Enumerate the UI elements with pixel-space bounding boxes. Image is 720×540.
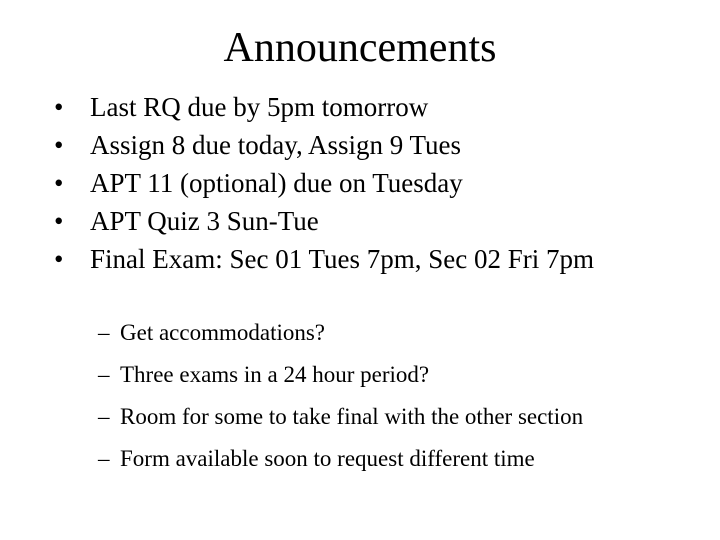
bullet-text: APT 11 (optional) due on Tuesday [90,168,463,198]
bullet-icon: • [54,130,64,160]
sub-bullet-list [98,312,698,480]
bullet-item [54,126,694,164]
bullet-icon: • [54,244,64,274]
sub-bullet-item [98,312,698,354]
bullet-text: Last RQ due by 5pm tomorrow [90,92,429,122]
sub-bullet-text: Get accommodations? [120,320,326,345]
bullet-item [54,202,694,240]
bullet-text: Assign 8 due today, Assign 9 Tues [90,130,462,160]
sub-bullet-text: Room for some to take final with the other section [120,404,584,429]
sub-bullet-item [98,438,698,480]
sub-bullet-text: Form available soon to request different time [120,446,535,471]
dash-icon: – [98,362,110,387]
bullet-item [54,164,694,202]
bullet-icon: • [54,168,64,198]
bullet-text: Final Exam: Sec 01 Tues 7pm, Sec 02 Fri 7pm [90,244,595,274]
dash-icon: – [98,404,110,429]
slide-title: Announcements [223,25,497,71]
dash-icon: – [98,446,110,471]
dash-icon: – [98,320,110,345]
sub-bullet-item [98,396,698,438]
bullet-text: APT Quiz 3 Sun-Tue [90,206,319,236]
bullet-icon: • [54,92,64,122]
bullet-item [54,88,694,126]
bullet-item [54,240,694,278]
bullet-icon: • [54,206,64,236]
sub-bullet-text: Three exams in a 24 hour period? [120,362,430,387]
bullet-list [54,88,694,278]
sub-bullet-item [98,354,698,396]
